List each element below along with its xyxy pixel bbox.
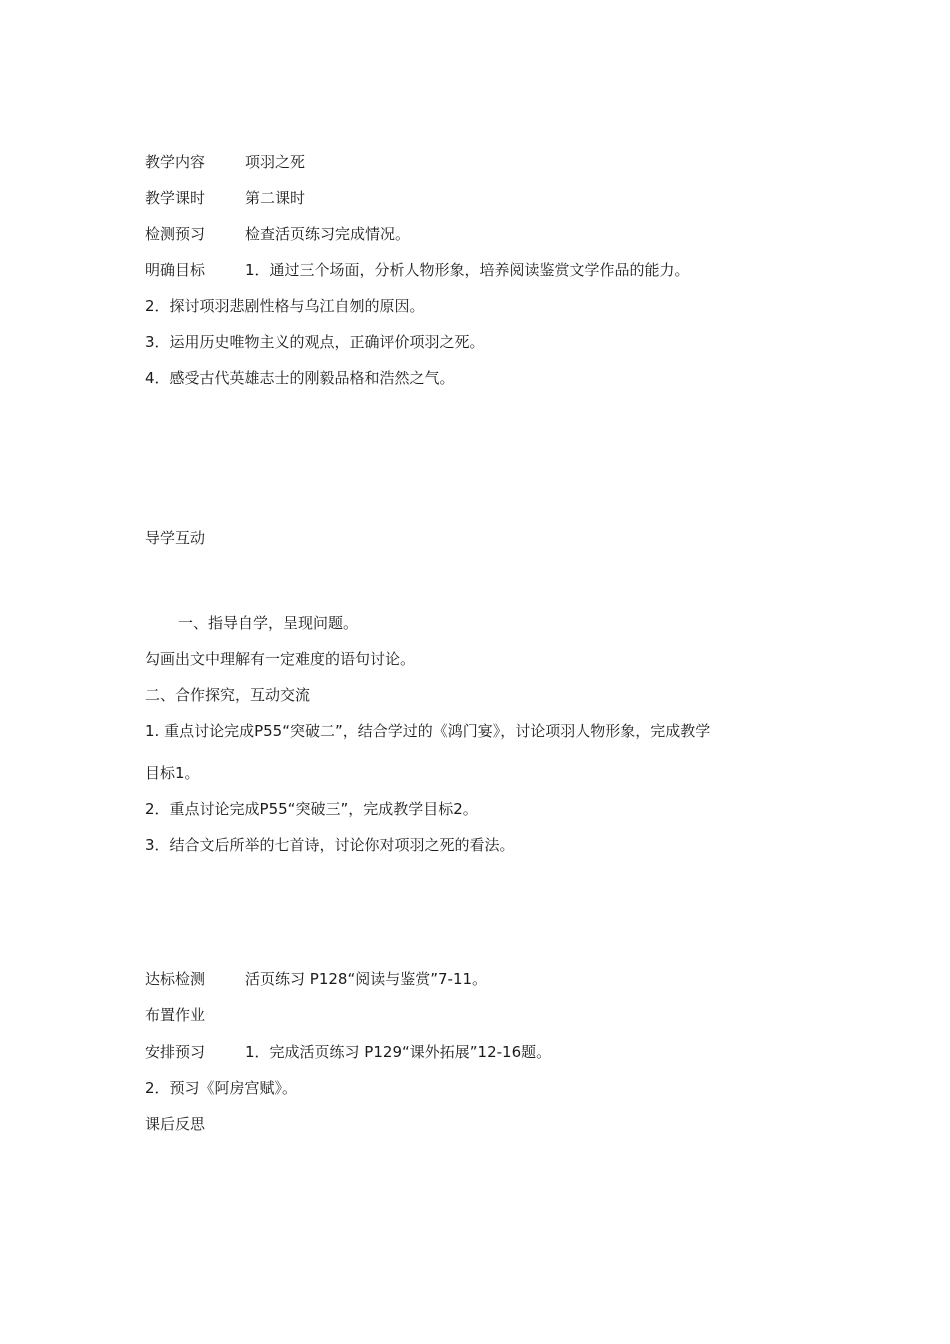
arrange-row (145, 1042, 551, 1062)
preview-check-row (145, 224, 410, 244)
goals-row (145, 260, 690, 280)
arrange-label: 安排预习 (145, 1043, 206, 1061)
interaction-heading: 导学互动 (145, 529, 206, 547)
check-label: 达标检测 (145, 970, 206, 988)
check-row (145, 969, 487, 989)
content-label: 教学内容 (145, 153, 206, 171)
part1-text: 勾画出文中理解有一定难度的语句讨论。 (145, 650, 416, 668)
goal-item-4: 4．感受古代英雄志士的刚毅品格和浩然之气。 (145, 369, 455, 387)
check-value: 活页练习 P128“阅读与鉴赏”7-11。 (245, 970, 488, 988)
content-value: 项羽之死 (245, 153, 306, 171)
goal-item-3: 3．运用历史唯物主义的观点，正确评价项羽之死。 (145, 333, 485, 351)
part2-title: 二、合作探究，互动交流 (145, 686, 311, 704)
preview-check-value: 检查活页练习完成情况。 (245, 225, 411, 243)
preview-check-label: 检测预习 (145, 225, 206, 243)
goal-item-1: 1．通过三个场面，分析人物形象，培养阅读鉴赏文学作品的能力。 (245, 261, 690, 279)
period-row (145, 188, 305, 208)
content-row (145, 152, 305, 172)
arrange-item-1: 1．完成活页练习 P129“课外拓展”12-16题。 (245, 1043, 552, 1061)
item1-line2: 目标1。 (145, 764, 200, 782)
goals-label: 明确目标 (145, 261, 206, 279)
period-value: 第二课时 (245, 189, 306, 207)
reflection-label: 课后反思 (145, 1115, 206, 1133)
item1-line1: 1. 重点讨论完成P55“突破二”，结合学过的《鸿门宴》，讨论项羽人物形象，完成教学 (145, 722, 711, 740)
item3: 3．结合文后所举的七首诗，讨论你对项羽之死的看法。 (145, 836, 515, 854)
goal-item-2: 2．探讨项羽悲剧性格与乌江自刎的原因。 (145, 297, 425, 315)
item2: 2．重点讨论完成P55“突破三”，完成教学目标2。 (145, 800, 478, 818)
period-label: 教学课时 (145, 189, 206, 207)
arrange-item-2: 2．预习《阿房宫赋》。 (145, 1079, 298, 1097)
part1-title: 一、指导自学，呈现问题。 (178, 614, 359, 632)
homework-label: 布置作业 (145, 1006, 206, 1024)
